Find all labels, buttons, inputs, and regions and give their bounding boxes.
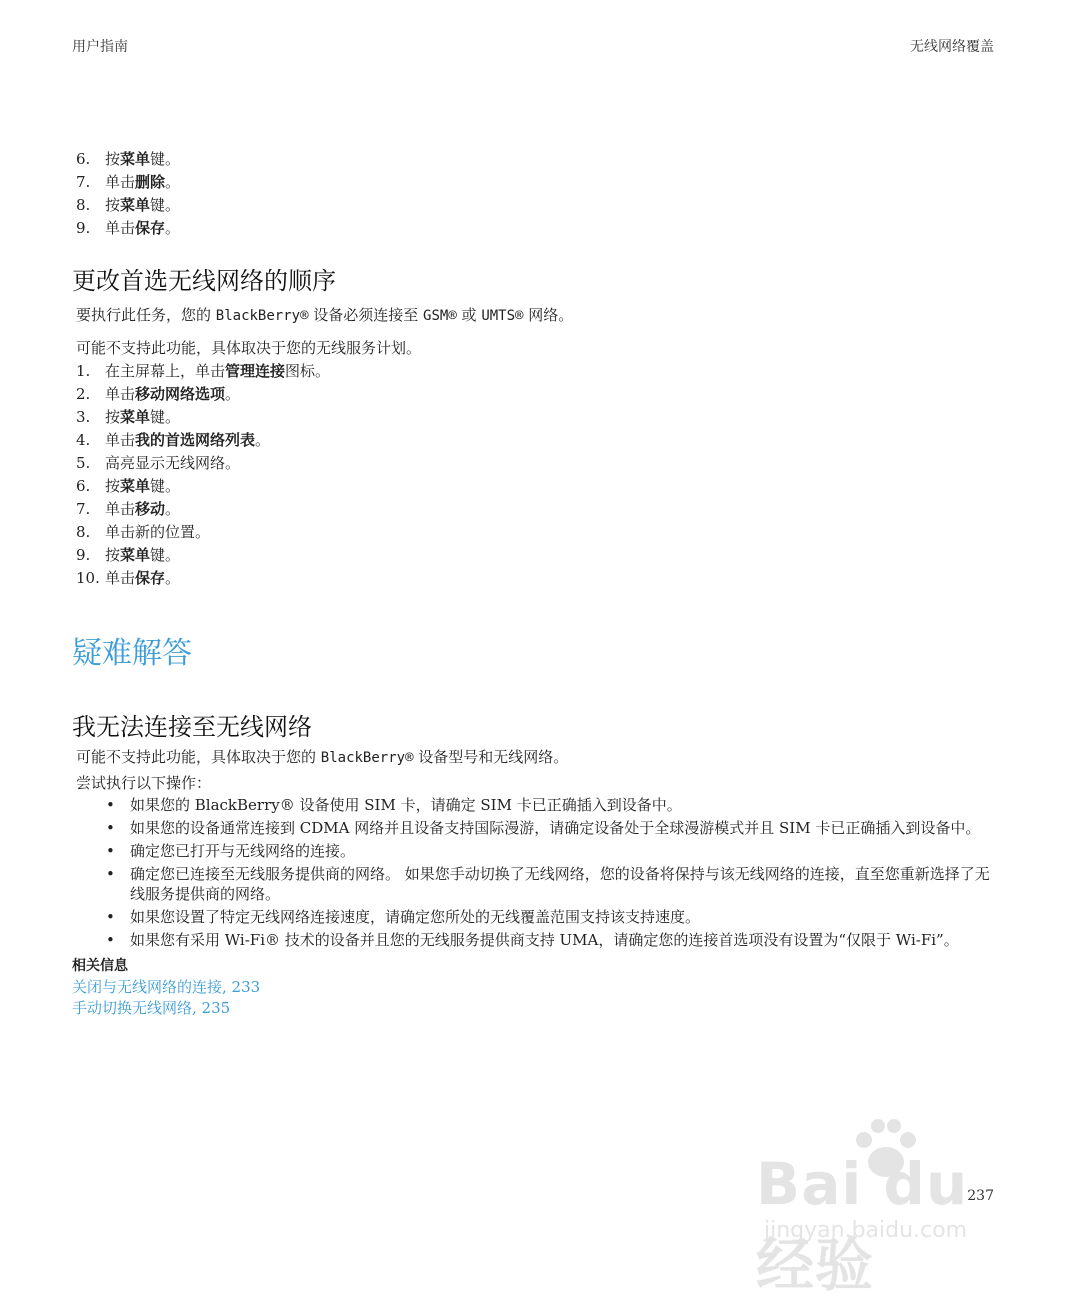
- list-item: • 如果您设置了特定无线网络连接速度，请确定您所处的无线覆盖范围支持该支持速度。: [106, 908, 701, 926]
- list-item: 3. 按菜单键。: [76, 408, 181, 426]
- steps-continued: [72, 148, 997, 240]
- section-title-cannot-connect: 我无法连接至无线网络: [72, 713, 312, 741]
- list-item: 5. 高亮显示无线网络。: [76, 454, 241, 472]
- chapter-title-troubleshooting: 疑难解答: [72, 636, 192, 671]
- page-content: [72, 148, 997, 1019]
- list-item: 10. 单击保存。: [76, 569, 181, 587]
- list-item: • 如果您的设备通常连接到 CDMA 网络并且设备支持国际漫游，请确定设备处于全球漫游模式并且 SIM 卡已正确插入到设备中。: [106, 819, 981, 837]
- related-link-switch-network[interactable]: 手动切换无线网络, 235: [72, 999, 231, 1017]
- list-item: 7. 单击移动。: [76, 500, 181, 518]
- requirement-text: 要执行此任务，您的 BlackBerry® 设备必须连接至 GSM® 或 UMTS® 网络。: [76, 306, 574, 324]
- related-link-turn-off-connection[interactable]: 关闭与无线网络的连接, 233: [72, 978, 261, 996]
- running-header-left: 用户指南: [72, 39, 128, 55]
- list-item: 9. 单击保存。: [76, 219, 181, 237]
- availability-note: 可能不支持此功能，具体取决于您的 BlackBerry® 设备型号和无线网络。: [76, 748, 569, 766]
- watermark-brand: Bai du 经验: [756, 1150, 969, 1299]
- list-item: • 确定您已打开与无线网络的连接。: [106, 842, 356, 860]
- list-item: 6. 按菜单键。: [76, 150, 181, 168]
- section-title-reorder: 更改首选无线网络的顺序: [72, 267, 336, 295]
- list-item: • 如果您有采用 Wi-Fi® 技术的设备并且您的无线服务提供商支持 UMA，请确定您的连接首选项没有设置为“仅限于 Wi-Fi”。: [106, 931, 959, 949]
- availability-note: 可能不支持此功能，具体取决于您的无线服务计划。: [76, 339, 422, 357]
- running-header-right: 无线网络覆盖: [910, 39, 994, 55]
- watermark-url: jingyan.baidu.com: [764, 1218, 968, 1243]
- list-item: 9. 按菜单键。: [76, 546, 181, 564]
- page-number: 237: [967, 1188, 994, 1204]
- list-item: 7. 单击删除。: [76, 173, 181, 191]
- list-item: 8. 按菜单键。: [76, 196, 181, 214]
- list-item: 4. 单击我的首选网络列表。: [76, 431, 271, 449]
- reorder-steps: [72, 360, 997, 590]
- list-item: • 如果您的 BlackBerry® 设备使用 SIM 卡，请确定 SIM 卡已正确插入到设备中。: [106, 796, 682, 814]
- troubleshoot-list: [72, 795, 997, 950]
- try-intro: 尝试执行以下操作：: [76, 774, 212, 792]
- list-item: 8. 单击新的位置。: [76, 523, 211, 541]
- list-item: • 确定您已连接至无线服务提供商的网络。 如果您手动切换了无线网络，您的设备将保持与该无线网络的连接，直至您重新选择了无线服务提供商的网络。: [106, 865, 990, 903]
- related-info-heading: 相关信息: [72, 958, 128, 974]
- baidu-watermark: [740, 1118, 1040, 1299]
- list-item: 6. 按菜单键。: [76, 477, 181, 495]
- list-item: 1. 在主屏幕上，单击管理连接图标。: [76, 362, 331, 380]
- list-item: 2. 单击移动网络选项。: [76, 385, 241, 403]
